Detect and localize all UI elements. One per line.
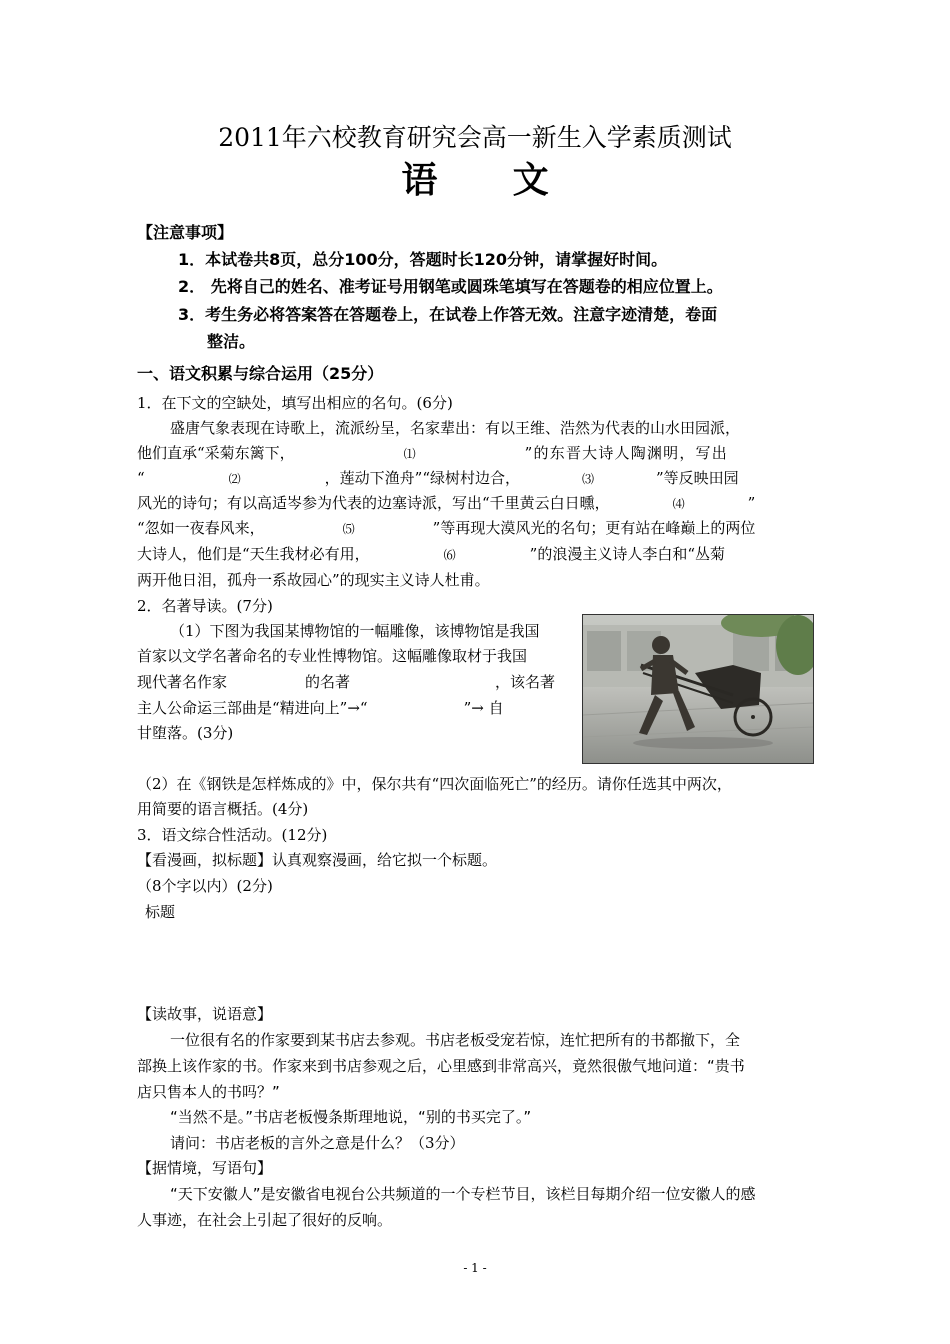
q1-line-4-text-b: ” [747, 494, 756, 512]
situation-heading: 【据情境，写语句】 [137, 1159, 273, 1177]
q3-title: 3．语文综合性活动。(12分) [137, 826, 328, 844]
notice-item-3-cont: 整洁。 [207, 332, 256, 351]
story-line-1: 一位很有名的作家要到某书店去参观。书店老板受宠若惊，连忙把所有的书都撤下，全 [170, 1031, 741, 1049]
q2-part1-line-1: （1）下图为我国某博物馆的一幅雕像，该博物馆是我国 [170, 622, 540, 640]
q2-text-fate: 主人公命运三部曲是“精进向上”→“ [137, 699, 368, 717]
q1-line-2 [137, 442, 728, 463]
cartoon-instruction: 【看漫画，拟标题】认真观察漫画，给它拟一个标题。 [137, 851, 498, 869]
q1-line-3-text-c: ”等反映田园 [656, 469, 739, 487]
q1-line-6-text-b: ”的浪漫主义诗人李白和“丛菊 [529, 545, 726, 563]
story-question: 请问：书店老板的言外之意是什么？（3分） [170, 1134, 465, 1152]
q1-blank-4[interactable]: ⑷ [672, 497, 685, 511]
q2-part1-line-5: 甘堕落。(3分) [137, 724, 234, 742]
notice-item-2: 2． 先将自己的姓名、准考证号用钢笔或圆珠笔填写在答题卷的相应位置上。 [178, 277, 723, 296]
story-line-2: 部换上该作家的书。作家来到书店参观之后，心里感到非常高兴，竟然很傲气地问道：“贵书 [137, 1057, 745, 1075]
q1-line-5-text-a: “忽如一夜春风来， [137, 519, 265, 537]
q1-line-2-text-b: ”的东晋大诗人陶渊明，写出 [524, 444, 728, 462]
q1-line-5-text-b: ”等再现大漠风光的名句；更有站在峰巅上的两位 [432, 519, 756, 537]
q2-text-fate-end: ”→ 自 [463, 699, 504, 717]
q1-blank-6[interactable]: ⑹ [443, 548, 456, 562]
q1-blank-1[interactable]: ⑴ [403, 447, 416, 461]
notice-heading: 【注意事项】 [137, 223, 234, 242]
story-heading: 【读故事，说语意】 [137, 1005, 273, 1023]
section-1-heading: 一、语文积累与综合运用（25分） [137, 364, 384, 383]
q1-blank-5[interactable]: ⑸ [342, 522, 355, 536]
q2-part1-line-2: 首家以文学名著命名的专业性博物馆。这幅雕像取材于我国 [137, 647, 528, 665]
q2-part1-line-4 [137, 697, 504, 718]
q1-line-4 [137, 492, 755, 513]
page-number: - 1 - [463, 1261, 487, 1275]
cartoon-title-label: 标题 [145, 903, 176, 921]
cartoon-limit: （8个字以内）(2分) [137, 877, 273, 895]
q1-line-3-text-a: “ [137, 469, 145, 487]
situation-line-1: “天下安徽人”是安徽省电视台公共频道的一个专栏节目，该栏目每期介绍一位安徽人的感 [170, 1185, 756, 1203]
q1-line-1: 盛唐气象表现在诗歌上，流派纷呈，名家辈出：有以王维、浩然为代表的山水田园派， [170, 419, 741, 437]
q1-line-6-text-a: 大诗人，他们是“天生我材必有用， [137, 545, 370, 563]
rickshaw-statue-image [583, 615, 813, 763]
q2-part1-line-3 [137, 671, 555, 692]
exam-title: 2011年六校教育研究会高一新生入学素质测试 [218, 123, 732, 152]
notice-item-1: 1．本试卷共8页，总分100分，答题时长120分钟，请掌握好时间。 [178, 250, 668, 269]
q2-part2-line-1: （2）在《钢铁是怎样炼成的》中，保尔共有“四次面临死亡”的经历。请你任选其中两次， [137, 775, 732, 793]
q1-line-3-text-b: ，莲动下渔舟”“绿树村边合， [324, 469, 521, 487]
q2-title: 2．名著导读。(7分) [137, 597, 273, 615]
q2-text-author: 现代著名作家 [137, 673, 228, 691]
q2-text-suffix: ，该名著 [495, 673, 556, 691]
q1-blank-3[interactable]: ⑶ [582, 472, 595, 486]
subject-title: 语 文 [401, 160, 549, 201]
notice-item-3: 3．考生务必将答案答在答题卷上，在试卷上作答无效。注意字迹清楚，卷面 [178, 305, 718, 324]
statue-photo [582, 614, 814, 764]
q2-text-work: 的名著 [305, 673, 351, 691]
q1-line-2-text-a: 他们直承“采菊东篱下， [137, 444, 295, 462]
q1-line-3 [137, 467, 739, 488]
q1-blank-2[interactable]: ⑵ [228, 472, 241, 486]
q1-line-7: 两开他日泪，孤舟一系故园心”的现实主义诗人杜甫。 [137, 571, 490, 589]
q2-part2-line-2: 用简要的语言概括。(4分) [137, 800, 309, 818]
q1-line-6 [137, 543, 725, 564]
q1-title: 1．在下文的空缺处，填写出相应的名句。(6分) [137, 394, 453, 412]
situation-line-2: 人事迹，在社会上引起了很好的反响。 [137, 1211, 393, 1229]
q1-line-5 [137, 517, 755, 538]
story-line-4: “当然不是。”书店老板慢条斯理地说，“别的书买完了。” [170, 1108, 532, 1126]
story-line-3: 店只售本人的书吗？” [137, 1083, 280, 1101]
q1-line-4-text-a: 风光的诗句；有以高适岑参为代表的边塞诗派，写出“千里黄云白日曛， [137, 494, 610, 512]
